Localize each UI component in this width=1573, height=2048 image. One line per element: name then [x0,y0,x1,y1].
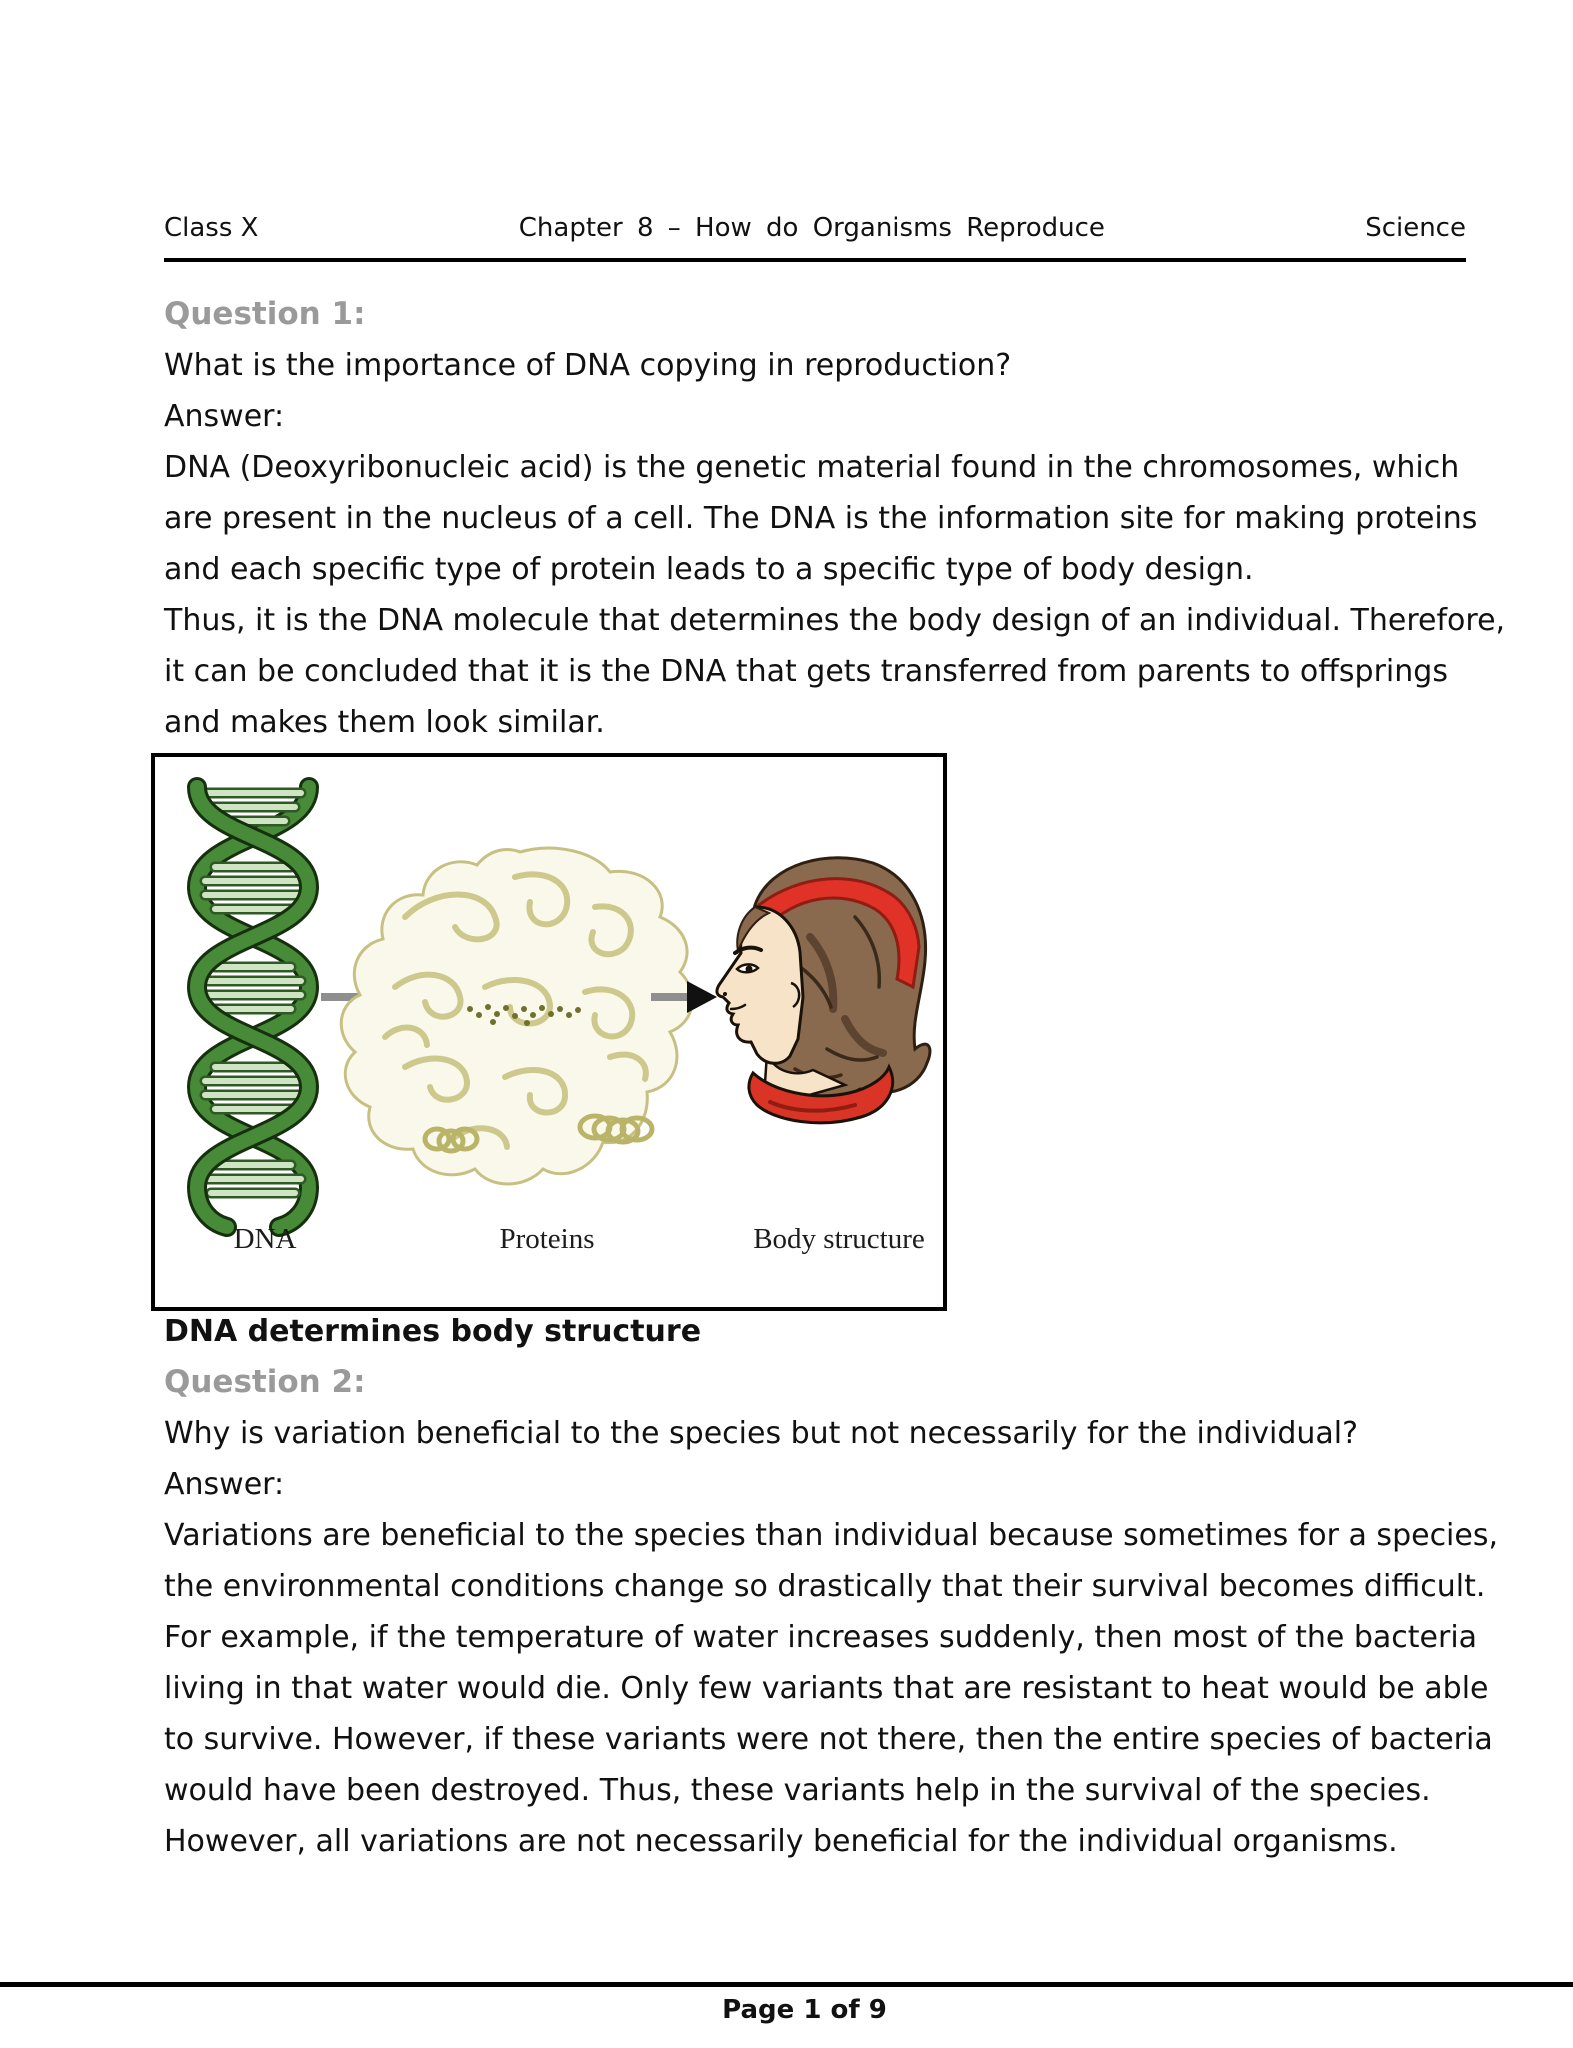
header-subject: Science [1365,213,1466,243]
figure-label-dna: DNA [233,1223,297,1255]
answer-text-line: and each specific type of protein leads to a specific type of body design. [164,552,1254,587]
question1-block [164,289,1505,748]
figure-dna-diagram [151,753,947,1311]
dna-helix-illustration [197,787,309,1227]
figure-caption: DNA determines body structure [164,1314,702,1349]
head-profile-illustration [717,858,930,1123]
answer-text-line: Variations are beneficial to the species than individual because sometimes for a species, [164,1518,1499,1553]
question1-label: Question 1: [164,296,366,332]
answer-text-line: it can be concluded that it is the DNA that gets transferred from parents to offsprings [164,654,1448,689]
question1-answer-label: Answer: [164,399,285,434]
footer-rule [0,1982,1573,1987]
footer-page-number: Page 1 of 9 [722,1995,887,2025]
answer-text-line: DNA (Deoxyribonucleic acid) is the genetic material found in the chromosomes, which [164,450,1460,485]
answer-text-line: and makes them look similar. [164,705,605,740]
question2-text: Why is variation beneficial to the species but not necessarily for the individual? [164,1416,1359,1451]
answer-text-line: the environmental conditions change so drastically that their survival becomes difficult. [164,1569,1486,1604]
question1-text: What is the importance of DNA copying in reproduction? [164,348,1012,383]
header-chapter-title: Chapter 8 – How do Organisms Reproduce [518,213,1105,243]
answer-text-line: are present in the nucleus of a cell. The DNA is the information site for making proteins [164,501,1478,536]
figure-label-body-structure: Body structure [753,1223,925,1255]
answer-text-line: to survive. However, if these variants were not there, then the entire species of bacteria [164,1722,1493,1757]
protein-illustration [341,848,692,1184]
question2-label: Question 2: [164,1364,366,1400]
question2-block [164,1306,1498,1867]
header-rule [164,258,1466,262]
answer-text-line: living in that water would die. Only few variants that are resistant to heat would be able [164,1671,1489,1706]
figure-label-proteins: Proteins [499,1223,595,1255]
question2-answer-label: Answer: [164,1467,285,1502]
answer-text-line: Thus, it is the DNA molecule that determines the body design of an individual. Therefore, [164,603,1506,638]
page-header [164,212,1466,244]
header-class: Class X [164,213,259,243]
answer-text-line: would have been destroyed. Thus, these variants help in the survival of the species. [164,1773,1431,1808]
answer-text-line: For example, if the temperature of water increases suddenly, then most of the bacteria [164,1620,1478,1655]
answer-text-line: However, all variations are not necessarily beneficial for the individual organisms. [164,1824,1398,1859]
